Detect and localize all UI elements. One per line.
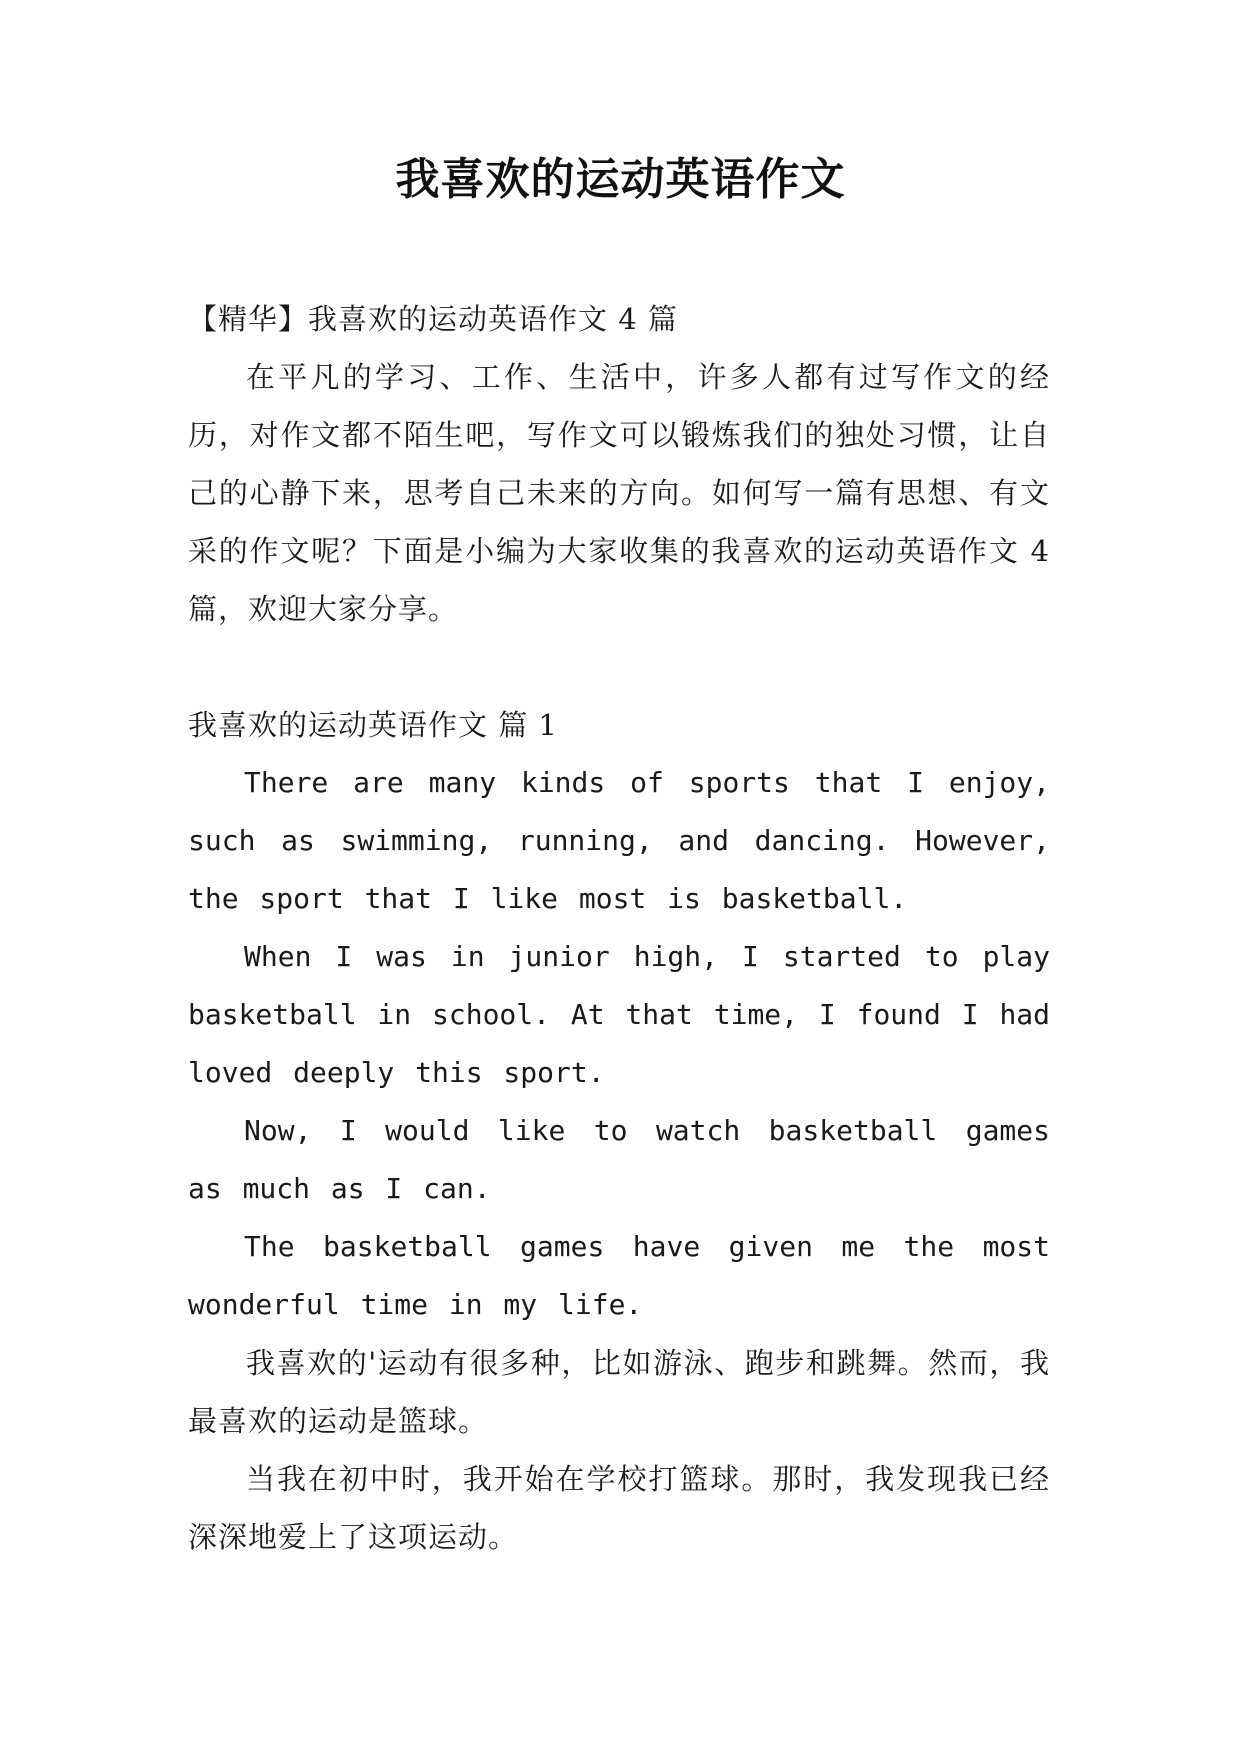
- english-paragraph-4: The basketball games have given me the most wonderful time in my life.: [188, 1230, 1050, 1321]
- document-subtitle: 【精华】我喜欢的运动英语作文 4 篇: [188, 302, 678, 336]
- spacer: [188, 638, 1050, 696]
- section-heading: 我喜欢的运动英语作文 篇 1: [188, 708, 558, 742]
- intro-paragraph: 在平凡的学习、工作、生活中，许多人都有过写作文的经历，对作文都不陌生吧，写作文可以锻炼我们的独处习惯，让自己的心静下来，思考自己未来的方向。如何写一篇有思想、有文采的作文呢？下面是小编为大家收集的我喜欢的运动英语作文 4 篇，欢迎大家分享。: [188, 360, 1050, 626]
- english-paragraph-1: There are many kinds of sports that I enjoy, such as swimming, running, and dancing. However, the sport that I like most is basketball.: [188, 766, 1050, 915]
- english-paragraph-2: When I was in junior high, I started to play basketball in school. At that time, I found I had loved deeply this sport.: [188, 940, 1051, 1089]
- document-body: [188, 290, 1050, 1566]
- document-title: 我喜欢的运动英语作文: [395, 154, 846, 205]
- english-paragraph-3: Now, I would like to watch basketball games as much as I can.: [188, 1114, 1050, 1205]
- chinese-paragraph-2: 当我在初中时，我开始在学校打篮球。那时，我发现我已经深深地爱上了这项运动。: [188, 1462, 1050, 1554]
- chinese-paragraph-1: 我喜欢的'运动有很多种，比如游泳、跑步和跳舞。然而，我最喜欢的运动是篮球。: [188, 1346, 1050, 1438]
